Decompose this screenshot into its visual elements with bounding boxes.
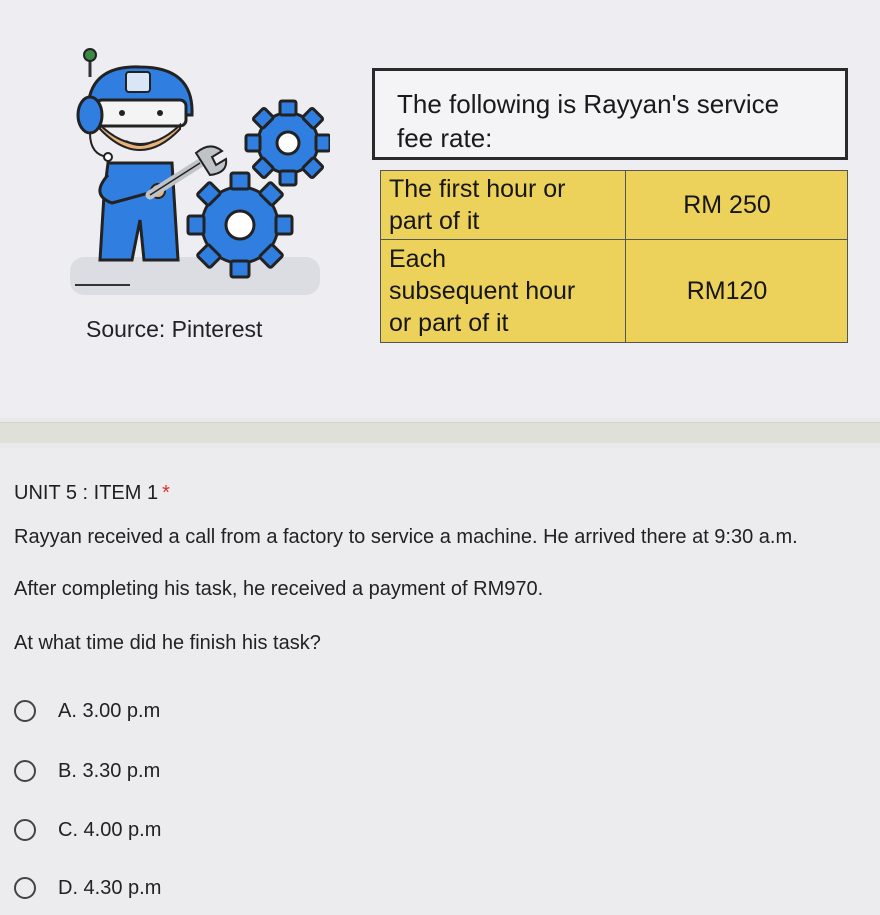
- gear-icon: [246, 101, 330, 185]
- section-divider: [0, 422, 880, 443]
- fee-rate-table: [380, 170, 848, 343]
- cell-line: subsequent hour: [389, 277, 576, 305]
- question-card: [0, 448, 880, 915]
- answer-option-b[interactable]: [14, 756, 160, 786]
- fee-intro-box: [372, 68, 848, 160]
- image-card: [0, 0, 880, 418]
- fee-description-cell: [381, 171, 626, 240]
- fee-amount-cell: RM120: [626, 240, 848, 343]
- image-source-caption: Source: Pinterest: [86, 316, 263, 342]
- question-title: [14, 482, 170, 505]
- cell-line: The first hour or: [389, 175, 566, 203]
- fee-intro-line: The following is Rayyan's service: [397, 89, 780, 119]
- option-label[interactable]: A. 3.00 p.m: [58, 699, 161, 722]
- answer-option-a[interactable]: [14, 696, 160, 726]
- fee-description-cell: [381, 240, 626, 343]
- mechanic-illustration: [60, 45, 330, 300]
- fee-amount-cell: RM 250: [626, 171, 848, 240]
- question-paragraph: Rayyan received a call from a factory to service a machine. He arrived there at 9:30 a.m.: [14, 526, 798, 548]
- question-paragraph: At what time did he finish his task?: [14, 632, 321, 654]
- option-label[interactable]: C. 4.00 p.m: [58, 818, 162, 841]
- question-title-text: UNIT 5 : ITEM 1: [14, 482, 159, 504]
- required-marker: *: [162, 482, 170, 504]
- cell-line: Each: [389, 245, 446, 273]
- gear-icon: [188, 173, 292, 277]
- table-row: [381, 240, 848, 343]
- option-label[interactable]: D. 4.30 p.m: [58, 876, 162, 899]
- radio-button[interactable]: [14, 760, 36, 782]
- answer-option-d[interactable]: [14, 873, 161, 903]
- cell-line: part of it: [389, 207, 480, 235]
- radio-button[interactable]: [14, 819, 36, 841]
- radio-button[interactable]: [14, 877, 36, 899]
- option-label[interactable]: B. 3.30 p.m: [58, 759, 161, 782]
- answer-option-c[interactable]: [14, 815, 161, 845]
- question-paragraph: After completing his task, he received a payment of RM970.: [14, 578, 544, 600]
- cell-line: or part of it: [389, 309, 509, 337]
- table-row: [381, 171, 848, 240]
- fee-intro-line: fee rate:: [397, 123, 493, 153]
- radio-button[interactable]: [14, 700, 36, 722]
